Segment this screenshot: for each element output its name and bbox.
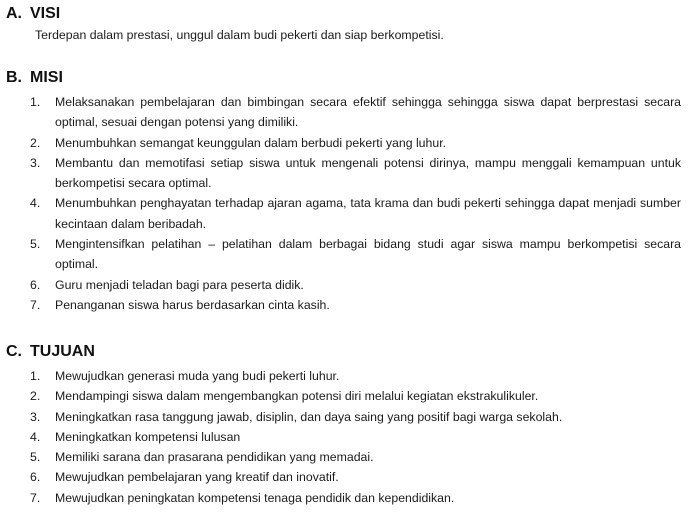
tujuan-list-item bbox=[0, 427, 681, 447]
tujuan-item-text: Mewujudkan generasi muda yang budi pekerti luhur. bbox=[55, 369, 340, 383]
misi-item-text: Mengintensifkan pelatihan – pelatihan dalam berbagai bidang studi agar siswa mampu berkompetisi secara optimal. bbox=[55, 237, 681, 272]
visi-heading-text: VISI bbox=[30, 5, 61, 22]
misi-item-text: Menumbuhkan semangat keunggulan dalam berbudi pekerti yang luhur. bbox=[55, 135, 447, 150]
misi-item-text: Penanganan siswa harus berdasarkan cinta kasih. bbox=[55, 297, 330, 312]
tujuan-item-text: Meningkatkan rasa tanggung jawab, disiplin, dan daya saing yang positif bagi warga sekolah. bbox=[55, 409, 563, 424]
tujuan-item-number: 1. bbox=[30, 369, 41, 383]
misi-item-number: 2. bbox=[30, 135, 41, 150]
misi-list-item bbox=[0, 275, 681, 295]
misi-heading-letter: B. bbox=[6, 69, 22, 86]
tujuan-heading-text: TUJUAN bbox=[30, 343, 95, 360]
misi-item-number: 6. bbox=[30, 277, 41, 292]
visi-heading bbox=[6, 4, 60, 24]
tujuan-heading bbox=[6, 342, 95, 362]
misi-item-text: Melaksanakan pembelajaran dan bimbingan secara efektif sehingga sehingga siswa dapat berprestasi secara optimal, sesuai dengan potensi yang dimiliki. bbox=[55, 95, 681, 130]
misi-list-item bbox=[0, 193, 681, 234]
tujuan-item-number: 2. bbox=[30, 389, 41, 404]
misi-item-number: 5. bbox=[30, 237, 41, 252]
tujuan-item-number: 7. bbox=[30, 490, 41, 505]
misi-list-item bbox=[0, 92, 681, 133]
tujuan-list-item bbox=[0, 386, 681, 406]
misi-list-item bbox=[0, 234, 681, 275]
misi-list-item bbox=[0, 295, 681, 315]
misi-item-number: 1. bbox=[30, 95, 41, 109]
tujuan-item-number: 6. bbox=[30, 470, 41, 485]
tujuan-item-text: Mewujudkan peningkatan kompetensi tenaga pendidik dan kependidikan. bbox=[55, 490, 455, 505]
misi-item-text: Membantu dan memotifasi setiap siswa untuk mengenali potensi dirinya, mampu menggali kemampuan untuk berkompetisi secara optimal. bbox=[55, 155, 681, 191]
visi-statement: Terdepan dalam prestasi, unggul dalam budi pekerti dan siap berkompetisi. bbox=[35, 28, 444, 42]
tujuan-item-number: 4. bbox=[30, 429, 41, 444]
tujuan-list-item bbox=[0, 407, 681, 427]
misi-heading-text: MISI bbox=[30, 69, 63, 86]
tujuan-list-item bbox=[0, 366, 681, 386]
misi-item-number: 4. bbox=[30, 196, 41, 211]
misi-item-number: 7. bbox=[30, 297, 41, 312]
misi-list bbox=[0, 92, 681, 315]
tujuan-item-text: Meningkatkan kompetensi lulusan bbox=[55, 429, 241, 444]
tujuan-list bbox=[0, 366, 681, 508]
tujuan-item-text: Mendampingi siswa dalam mengembangkan potensi diri melalui kegiatan ekstrakulikuler. bbox=[55, 389, 539, 404]
tujuan-list-item bbox=[0, 467, 681, 487]
tujuan-list-item bbox=[0, 447, 681, 467]
misi-list-item bbox=[0, 133, 681, 153]
tujuan-item-text: Mewujudkan pembelajaran yang kreatif dan inovatif. bbox=[55, 470, 339, 485]
tujuan-list-item bbox=[0, 488, 681, 508]
visi-heading-letter: A. bbox=[6, 5, 22, 22]
misi-heading bbox=[6, 68, 63, 88]
misi-item-text: Menumbuhkan penghayatan terhadap ajaran agama, tata krama dan budi pekerti sehingga dapat menjadi sumber kecintaan dalam beribadah. bbox=[55, 196, 681, 231]
tujuan-item-number: 5. bbox=[30, 450, 41, 465]
tujuan-heading-letter: C. bbox=[6, 343, 22, 360]
tujuan-item-number: 3. bbox=[30, 409, 41, 424]
misi-item-number: 3. bbox=[30, 155, 41, 170]
misi-list-item bbox=[0, 153, 681, 194]
tujuan-item-text: Memiliki sarana dan prasarana pendidikan yang memadai. bbox=[55, 450, 374, 465]
misi-item-text: Guru menjadi teladan bagi para peserta didik. bbox=[55, 277, 304, 292]
